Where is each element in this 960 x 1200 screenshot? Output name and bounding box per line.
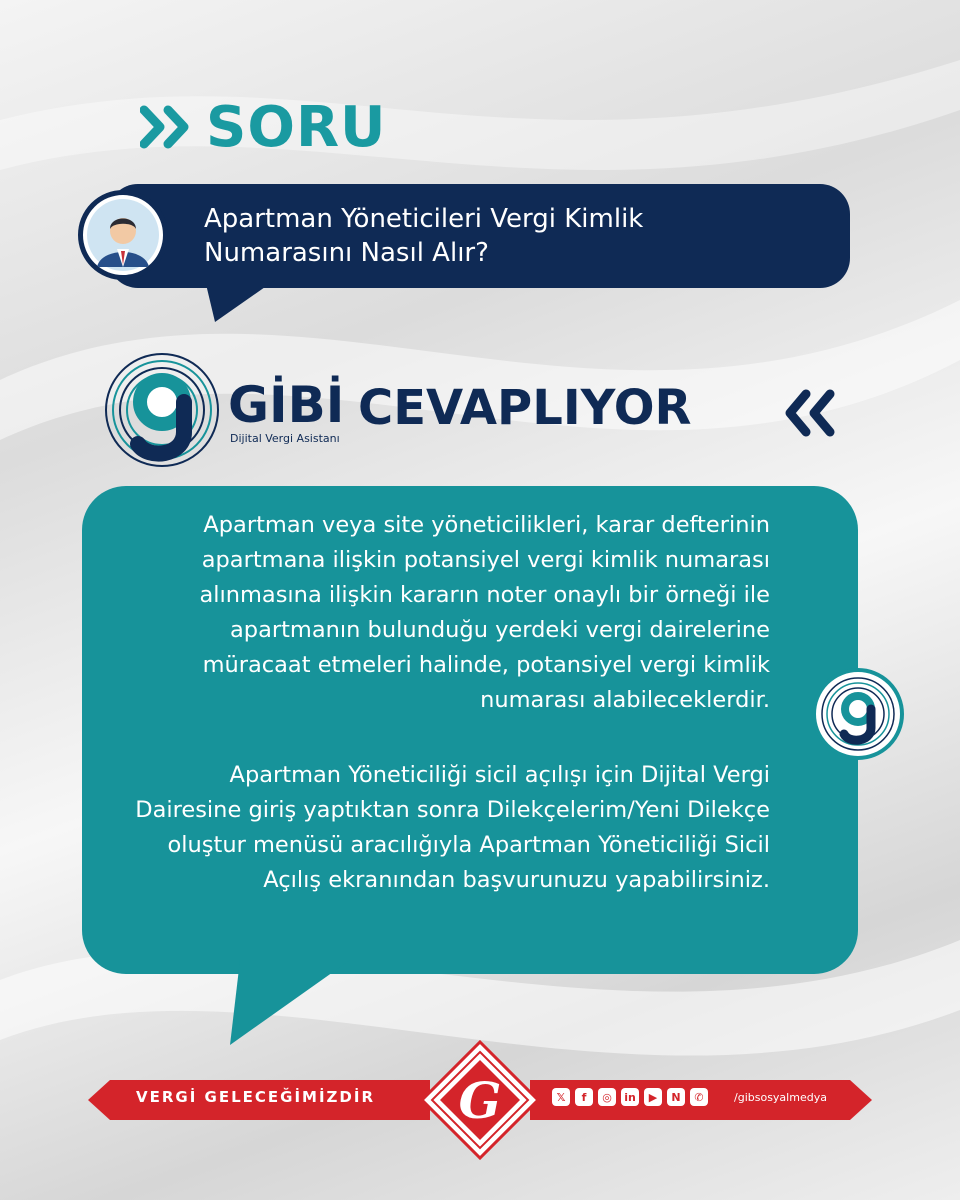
- double-chevron-left-icon: [782, 388, 838, 438]
- gibi-subtitle: Dijital Vergi Asistanı: [230, 432, 340, 445]
- answer-paragraph-2: Apartman Yöneticiliği sicil açılışı için Dijital Vergi Dairesine giriş yaptıktan sonra Dilekçelerim/Yeni Dilekçe oluştur menüsü aracılığıyla Apartman Yöneticiliği Sicil Açılış ekranından başvurunuzu yapabilirsiniz.: [135, 762, 770, 893]
- linkedin-icon[interactable]: in: [621, 1088, 639, 1106]
- gibi-wordmark: GİBİ: [228, 376, 345, 434]
- nsosyal-icon[interactable]: N: [667, 1088, 685, 1106]
- youtube-icon[interactable]: ▶: [644, 1088, 662, 1106]
- gib-emblem-icon: [422, 1042, 538, 1158]
- svg-text:G: G: [458, 1071, 502, 1130]
- question-bubble-tail: [205, 280, 285, 325]
- avatar: [78, 190, 168, 280]
- social-handle[interactable]: /gibsosyalmedya: [734, 1091, 827, 1104]
- cevapliyor-heading: CEVAPLIYOR: [358, 380, 692, 436]
- instagram-icon[interactable]: ◎: [598, 1088, 616, 1106]
- question-text: Apartman Yöneticileri Vergi Kimlik Numarasını Nasıl Alır?: [204, 204, 644, 268]
- answer-bubble-tail: [230, 960, 350, 1050]
- soru-label: SORU: [206, 94, 387, 160]
- whatsapp-icon[interactable]: ✆: [690, 1088, 708, 1106]
- gibi-logo-icon: [100, 350, 230, 470]
- question-bubble: [108, 184, 850, 288]
- social-links: [552, 1088, 708, 1106]
- double-chevron-right-icon: [140, 104, 196, 150]
- facebook-icon[interactable]: f: [575, 1088, 593, 1106]
- businessman-icon: [83, 195, 163, 275]
- x-icon[interactable]: 𝕏: [552, 1088, 570, 1106]
- gibi-badge: [812, 668, 904, 760]
- answer-paragraph-1: Apartman veya site yöneticilikleri, karar defterinin apartmana ilişkin potansiyel vergi kimlik numarası alınmasına ilişkin kararın noter onaylı bir örneği ile apartmanın bulunduğu yerdeki vergi dairelerine müracaat etmeleri halinde, potansiyel vergi kimlik numarası alabileceklerdir.: [199, 512, 770, 713]
- slogan: VERGİ GELECEĞİMİZDİR: [136, 1088, 375, 1106]
- soru-heading: [140, 92, 387, 162]
- gibi-mini-logo-icon: [816, 672, 900, 756]
